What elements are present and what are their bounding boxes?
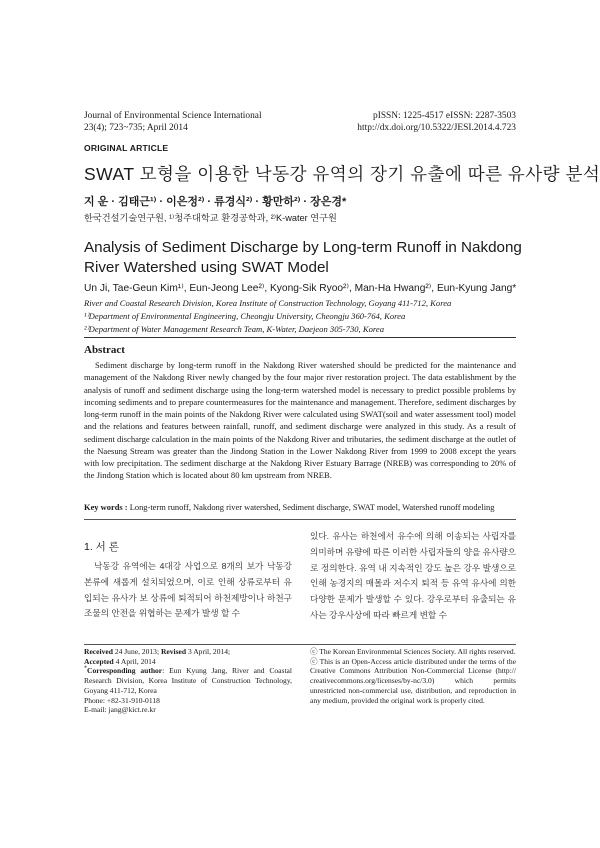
header-divider [84, 337, 516, 338]
volume-pages: 23(4); 723~735; April 2014 [84, 122, 188, 133]
journal-name: Journal of Environmental Science International [84, 111, 262, 121]
english-authors: Un Ji, Tae-Geun Kim¹⁾, Eun-Jeong Lee²⁾, Kyong-Sik Ryoo²⁾, Man-Ha Hwang²⁾, Eun-Kyung Jang* [84, 283, 517, 294]
corresponding-author: *Corresponding author: Eun Kyung Jang, River and Coastal Research Division, Korea Institute of Construction Technology, Goyang 411-712, Korea [84, 665, 292, 695]
affiliation-1: ¹⁾Department of Environmental Engineering, Cheongju University, Cheongju 360-764, Korea [84, 310, 406, 321]
keywords-label: Key words : [84, 502, 128, 512]
open-access-notice: ⓒ This is an Open-Access article distributed under the terms of the Creative Commons Attribution Non-Commercial License (http:// creativecommons.org/licenses/by-nc/3.0) which permits unrestricted non-commercial use, distribution, and reproduction in any medium, provided the original work is properly cited. [310, 656, 516, 705]
abstract-heading: Abstract [84, 344, 125, 356]
doi-link[interactable]: http://dx.doi.org/10.5322/JESI.2014.4.723 [357, 122, 516, 133]
korean-affiliations: 한국건설기술연구원, ¹⁾청주대학교 환경공학과, ²⁾K-water 연구원 [84, 213, 337, 223]
intro-left-column: 낙동강 유역에는 4대강 사업으로 8개의 보가 낙동강 본류에 새롭게 설치되었으며, 이로 인해 상류로부터 유입되는 유사가 보 상류에 퇴적되어 하천제방이나 하천구조물의 안전을 위협하는 문제가 발생 할 수 [84, 561, 292, 619]
keywords [84, 502, 516, 512]
english-title-line2: River Watershed using SWAT Model [84, 259, 329, 276]
keywords-list: Long-term runoff, Nakdong river watershed, Sediment discharge, SWAT model, Watershed runoff modeling [129, 502, 495, 512]
abstract-body: Sediment discharge by long-term runoff in the Nakdong River watershed should be predicted for the maintenance and management of the Nakdong River newly changed by the four major river restoration project. The data establishment by the analysis of runoff and sediment discharge using the long-term watershed model is necessary to predict possible problems by incoming sediments and to prepare countermeasures for the maintenance and management. Therefore, sediment discharges by long-term runoff in the main points of the Nakdong River were calculated using SWAT(soil and water assessment tool) model and the relations and features between rainfall, runoff, and sediment discharge were analyzed in this study. As a result of sediment discharge calculation in the main points of the Nakdong River and tributaries, the sediment discharge at the outlet of the Naesung Stream was greater than the Jindong Station in the Lower Nakdong River from 1999 to 2008 except the years with low precipitation. The sediment discharge at the Nakdong River Estuary Barrage (NREB) was corresponding to 20% of the Jindong Station which is located about 80 km upstream from NREB. [84, 360, 516, 481]
intro-right-column: 있다. 유사는 하천에서 유수에 의해 이송되는 사립자를 의미하며 유량에 따른 이러한 사립자들의 양을 유사량으로 정의한다. 유역 내 지속적인 강도 높은 강우 발생으로 인해 농경지의 매몰과 저수지 퇴적 등 유역 유사에 의한 다양한 문제가 발생할 수 있다. 강우로부터 유출되는 유사는 강우사상에 따라 빠르게 변할 수 [310, 531, 517, 620]
issn: pISSN: 1225-4517 eISSN: 2287-3503 [373, 111, 516, 121]
footnote-divider [84, 644, 516, 645]
english-affiliations [84, 297, 524, 335]
article-type: ORIGINAL ARTICLE [84, 143, 169, 153]
accepted-line: Accepted 4 April, 2014 [84, 656, 156, 666]
affiliation-main: River and Coastal Research Division, Korea Institute of Construction Technology, Goyang 411-712, Korea [84, 298, 452, 308]
phone: Phone: +82-31-910-0118 [84, 695, 160, 705]
email[interactable]: E-mail: jang@kict.re.kr [84, 705, 156, 715]
korean-authors: 지 운 · 김태근¹⁾ · 이은정²⁾ · 류경식²⁾ · 황만하²⁾ · 장은경* [84, 196, 347, 208]
copyright-notice: ⓒ The Korean Environmental Sciences Society. All rights reserved. [310, 647, 516, 656]
abstract-divider [84, 519, 516, 520]
korean-title: SWAT 모형을 이용한 낙동강 유역의 장기 유출에 따른 유사량 분석 [84, 164, 600, 184]
english-title-line1: Analysis of Sediment Discharge by Long-term Runoff in Nakdong [84, 239, 522, 256]
license-footnote [310, 647, 516, 705]
affiliation-2: ²⁾Department of Water Management Research Team, K-Water, Daejeon 305-730, Korea [84, 323, 385, 334]
section-heading-introduction: 1. 서 론 [84, 541, 119, 553]
received-line: Received 24 June, 2013; Revised 3 April, 2014; [84, 647, 231, 656]
english-title [84, 238, 524, 278]
article-history-footnote [84, 647, 292, 715]
issn-doi-block [300, 111, 516, 134]
